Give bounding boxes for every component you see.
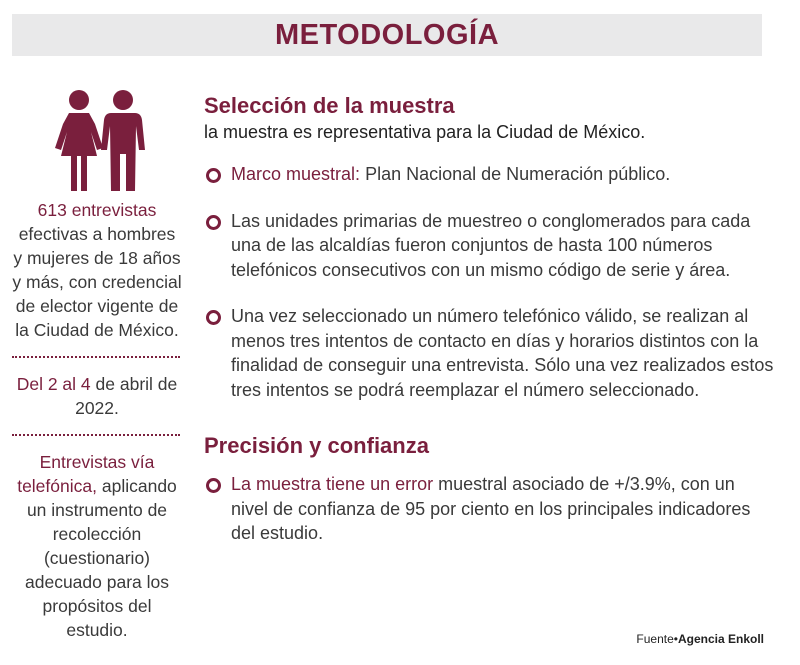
section-title-sample: Selección de la muestra: [204, 93, 455, 118]
bullet-ring-icon: [206, 478, 221, 493]
date-highlight: Del 2 al 4: [16, 374, 91, 394]
bullet-text: Plan Nacional de Numeración público.: [365, 164, 671, 184]
sample-highlight: 613 entrevistas: [37, 200, 157, 220]
bullet-text: muestral asociado de +/3.9%, con un nivel de confianza de 95 por ciento en los principales indicadores del estudio.: [231, 474, 751, 543]
source-value: Agencia Enkoll: [677, 632, 764, 646]
title-bar: [12, 14, 762, 56]
method-text: aplicando un instrumento de recolección (cuestionario) adecuado para los propósitos del estudio.: [25, 476, 177, 640]
bullet-ring-icon: [206, 310, 221, 325]
bullet-highlight: La muestra tiene un error: [231, 474, 434, 494]
people-icons: [37, 88, 157, 192]
divider: [12, 434, 180, 436]
bullet-ring-icon: [206, 215, 221, 230]
bullet-ring-icon: [206, 168, 221, 183]
bullet-item: [204, 472, 774, 546]
source-credit: [636, 632, 764, 646]
woman-icon: [55, 90, 103, 191]
bullet-text: Las unidades primarias de muestreo o conglomerados para cada una de las alcaldías fueron conjuntos de hasta 100 números telefónicos consecutivos con un mismo código de serie y área.: [231, 210, 751, 280]
sample-text: efectivas a hombres y mujeres de 18 años y más, con credencial de elector vigente de la Ciudad de México.: [12, 224, 182, 340]
right-column: [204, 92, 774, 546]
man-icon: [101, 90, 145, 191]
divider: [12, 356, 180, 358]
date-description: [12, 372, 182, 420]
sample-description: [12, 198, 182, 342]
method-highlight: Entrevistas vía telefónica,: [17, 452, 155, 496]
page-title: METODOLOGÍA: [274, 18, 500, 51]
people-illustration: [12, 88, 182, 198]
left-column: [12, 88, 182, 642]
bullet-item: [204, 209, 774, 283]
bullet-highlight: Marco muestral:: [231, 164, 361, 184]
section-subtitle: la muestra es representativa para la Ciudad de México.: [204, 122, 646, 142]
bullet-item: [204, 162, 774, 187]
source-label: Fuente•: [636, 632, 678, 646]
method-description: [12, 450, 182, 642]
section-title-precision: Precisión y confianza: [204, 433, 429, 458]
bullet-text: Una vez seleccionado un número telefónico válido, se realizan al menos tres intentos de contacto en días y horarios distintos con la finalidad de conseguir una entrevista. Sólo una vez realizados estos tres intentos se podrá reemplazar el número seleccionado.: [231, 306, 774, 400]
date-text: de abril de 2022.: [75, 374, 178, 418]
bullet-item: [204, 304, 774, 402]
